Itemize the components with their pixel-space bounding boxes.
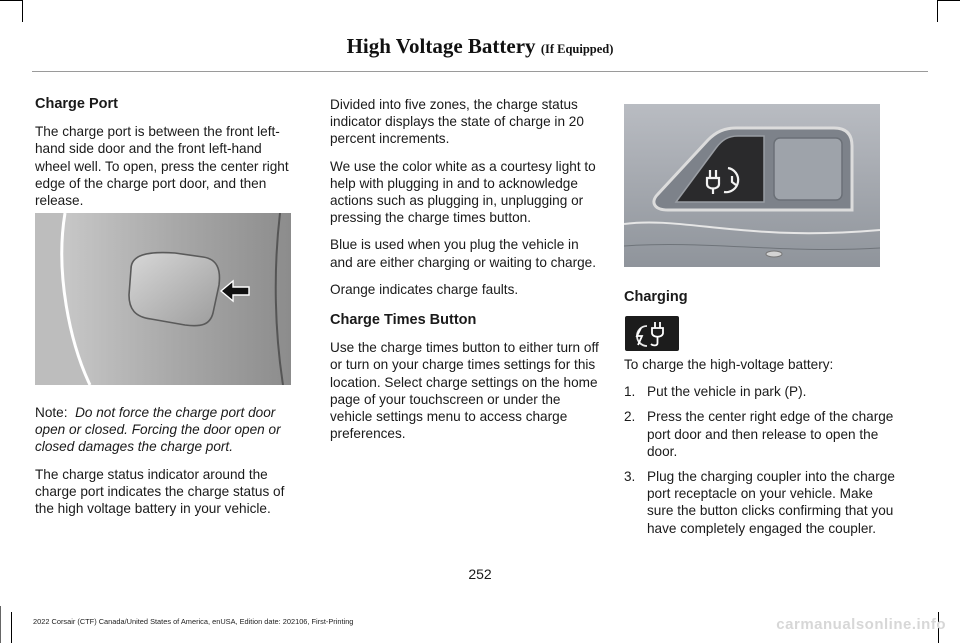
charging-symbol-icon (625, 316, 679, 351)
crop-mark (0, 0, 22, 1)
paragraph: Divided into five zones, the charge status indicator displays the state of charge in 20 percent increments. (330, 97, 584, 147)
list-item (624, 408, 896, 460)
paragraph: We use the color white as a courtesy light to help with plugging in and to acknowledge actions such as plugging in, unplugging or pressing the charge times button. (330, 158, 596, 226)
left-column (35, 96, 299, 219)
crop-mark (11, 612, 12, 643)
crop-mark (937, 0, 960, 1)
crop-mark (937, 0, 938, 22)
charge-times-button-illustration (624, 104, 880, 267)
paragraph: The charge port is between the front left-hand side door and the front left-hand wheel well. To open, press the center right edge of the charge port door, and then release. (35, 124, 289, 209)
crop-mark (22, 0, 23, 22)
step-number: 3. (624, 469, 636, 485)
note (35, 404, 299, 456)
footer-edition-info: 2022 Corsair (CTF) Canada/United States of America, enUSA, Edition date: 202106, First-Printing (33, 617, 354, 626)
paragraph: Use the charge times button to either turn off or turn on your charge times settings for this location. Select charge settings on the home page of your touchscreen or under the vehicle settings menu to access charge preferences. (330, 340, 599, 442)
step-text: Put the vehicle in park (P). (647, 384, 807, 400)
watermark: carmanualsonline.info (776, 616, 946, 633)
paragraph: Orange indicates charge faults. (330, 281, 519, 297)
paragraph: To charge the high-voltage battery: (624, 357, 834, 372)
note-text: Do not force the charge port door open or closed. Forcing the door open or closed damages the charge port. (35, 405, 281, 455)
charge-port-door-illustration (35, 213, 291, 385)
section-heading-charge-times-button: Charge Times Button (330, 312, 477, 329)
page-number: 252 (468, 566, 492, 582)
page-header (0, 34, 960, 59)
section-heading-charging: Charging (624, 289, 688, 305)
paragraph: The charge status indicator around the charge port indicates the charge status of the high voltage battery in your vehicle. (35, 466, 285, 517)
middle-column (330, 96, 602, 452)
step-text: Press the center right edge of the charge port door and then release to open the door. (647, 409, 894, 459)
left-column-lower (35, 404, 299, 527)
header-subtitle: (If Equipped) (540, 42, 614, 56)
section-heading-charge-port: Charge Port (35, 96, 118, 112)
list-item (624, 383, 896, 400)
step-text: Plug the charging coupler into the charge port receptacle on your vehicle. Make sure the button clicks confirming that you have completely engaged the coupler. (647, 469, 895, 536)
crop-mark (0, 606, 1, 643)
list-item (624, 468, 896, 537)
step-number: 2. (624, 409, 636, 425)
paragraph: Blue is used when you plug the vehicle in and are either charging or waiting to charge. (330, 237, 596, 270)
note-label: Note: (35, 405, 68, 420)
step-number: 1. (624, 384, 636, 400)
header-rule (32, 71, 928, 72)
charging-steps-list (624, 383, 896, 537)
header-title: High Voltage Battery (346, 34, 536, 58)
right-column (624, 289, 896, 316)
right-column-lower (624, 356, 896, 545)
